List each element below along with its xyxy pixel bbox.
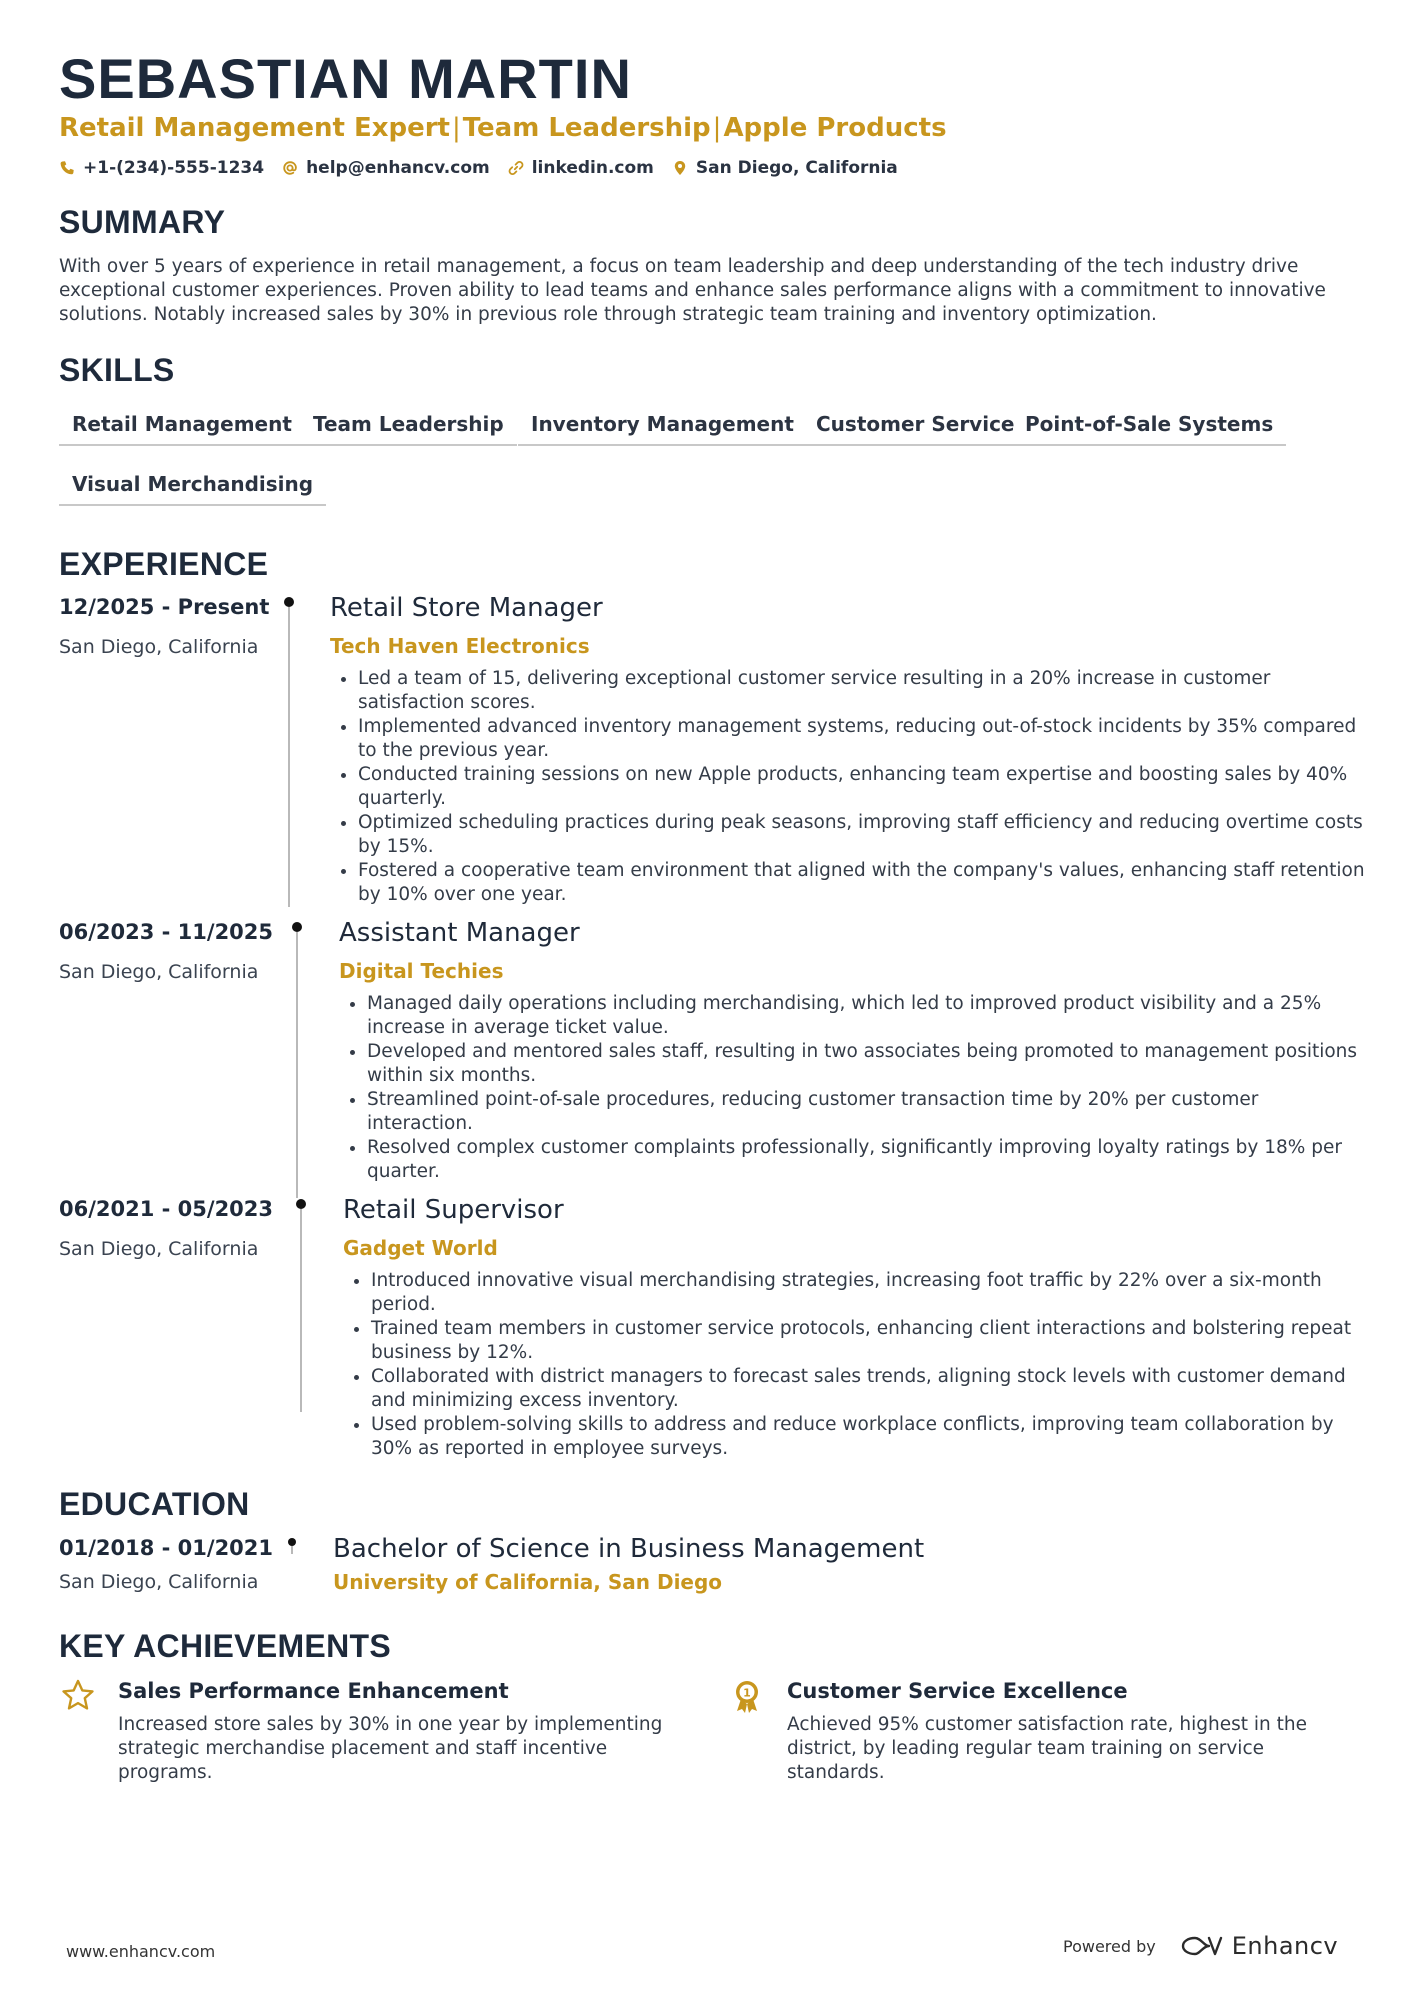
bullet-item: • Conducted training sessions on new Apple products, enhancing team expertise and boosting sales by 40% quarterly. [358, 763, 1368, 811]
timeline-line [296, 932, 298, 1198]
achievement-description: Achieved 95% customer satisfaction rate, highest in the district, by leading regular team training on service standards. [787, 1714, 1307, 1783]
bullet-item: • Implemented advanced inventory management systems, reducing out-of-stock incidents by 35% compared to the previous year. [358, 715, 1368, 763]
achievement-title: Sales Performance Enhancement [118, 1679, 509, 1703]
contact-bar [59, 158, 898, 178]
achievement-bullets [339, 992, 1367, 1184]
footer-website-link[interactable]: www.enhancv.com [66, 1942, 216, 1961]
contact-linkedin[interactable] [508, 158, 654, 178]
enhancv-logo-icon [1180, 1933, 1224, 1959]
skill-tag: Team Leadership [300, 404, 517, 446]
job-title: Retail Supervisor [343, 1195, 564, 1225]
timeline-dot [292, 922, 302, 932]
footer-branding [1063, 1932, 1338, 1960]
contact-phone[interactable] [59, 158, 264, 178]
bullet-item: • Fostered a cooperative team environment that aligned with the company's values, enhancing staff retention by 10% over one year. [358, 859, 1368, 907]
skills-heading: SKILLS [59, 352, 175, 388]
experience-heading: EXPERIENCE [59, 546, 269, 582]
experience-dates: 06/2021 - 05/2023 [59, 1197, 274, 1221]
company-name: Digital Techies [339, 959, 504, 983]
bullet-item: • Introduced innovative visual merchandising strategies, increasing foot traffic by 22% over a six-month period. [371, 1269, 1371, 1317]
location-pin-icon [672, 160, 688, 176]
education-dates: 01/2018 - 01/2021 [59, 1536, 274, 1560]
key-achievements-heading: KEY ACHIEVEMENTS [59, 1628, 391, 1664]
experience-dates: 06/2023 - 11/2025 [59, 920, 274, 944]
achievement-title: Customer Service Excellence [787, 1679, 1128, 1703]
headline [59, 110, 947, 146]
experience-location: San Diego, California [59, 961, 259, 983]
summary-text: With over 5 years of experience in retail management, a focus on team leadership and deep understanding of the tech industry drive exceptional customer experiences. Proven ability to lead teams and enhance sales performance aligns with a commitment to innovative solutions. Notably increased sales by 30% in previous role through strategic team training and inventory optimization. [59, 256, 1326, 325]
headline-separator: | [712, 113, 722, 143]
experience-dates: 12/2025 - Present [59, 595, 270, 619]
company-name: Tech Haven Electronics [330, 634, 590, 658]
company-name: Gadget World [343, 1236, 498, 1260]
bullet-item: • Used problem-solving skills to address and reduce workplace conflicts, improving team collaboration by 30% as reported in employee surveys. [371, 1413, 1371, 1461]
headline-part: Team Leadership [462, 113, 711, 143]
timeline-line [300, 1209, 302, 1412]
brand-logo[interactable] [1180, 1932, 1338, 1960]
school-name: University of California, San Diego [333, 1570, 723, 1594]
phone-icon [59, 160, 75, 176]
bullet-item: • Developed and mentored sales staff, resulting in two associates being promoted to management positions within six months. [367, 1040, 1367, 1088]
experience-location: San Diego, California [59, 636, 259, 658]
skill-tag: Retail Management [59, 404, 305, 446]
candidate-name: SEBASTIAN MARTIN [59, 47, 632, 110]
headline-part: Apple Products [723, 113, 947, 143]
achievement-bullets [343, 1269, 1371, 1461]
award-ribbon-icon [728, 1677, 766, 1715]
timeline-dot [296, 1199, 306, 1209]
bullet-item: • Optimized scheduling practices during peak seasons, improving staff efficiency and reducing overtime costs by 15%. [358, 811, 1368, 859]
at-sign-icon [282, 160, 298, 176]
contact-location [672, 158, 898, 178]
headline-separator: | [451, 113, 461, 143]
job-title: Retail Store Manager [330, 593, 603, 623]
summary-heading: SUMMARY [59, 204, 226, 240]
bullet-item: • Trained team members in customer service protocols, enhancing client interactions and bolstering repeat business by 12%. [371, 1317, 1371, 1365]
star-icon [59, 1677, 97, 1715]
email-text: help@enhancv.com [306, 158, 490, 178]
achievement-description: Increased store sales by 30% in one year by implementing strategic merchandise placement and staff incentive programs. [118, 1714, 663, 1783]
contact-email[interactable] [282, 158, 490, 178]
linkedin-text: linkedin.com [531, 158, 654, 178]
job-title: Assistant Manager [339, 918, 580, 948]
achievement-bullets [330, 667, 1368, 907]
bullet-item: • Managed daily operations including merchandising, which led to improved product visibility and a 25% increase in average ticket value. [367, 992, 1367, 1040]
location-text: San Diego, California [695, 158, 898, 178]
phone-text: +1-(234)-555-1234 [83, 158, 265, 178]
skill-tag: Customer Service [803, 404, 1028, 446]
timeline-line [291, 1546, 293, 1554]
bullet-item: • Streamlined point-of-sale procedures, reducing customer transaction time by 20% per customer interaction. [367, 1088, 1367, 1136]
link-icon [508, 160, 524, 176]
degree-title: Bachelor of Science in Business Management [333, 1534, 925, 1564]
skill-tag: Point-of-Sale Systems [1012, 404, 1286, 446]
timeline-line [288, 607, 290, 907]
bullet-item: • Resolved complex customer complaints professionally, significantly improving loyalty ratings by 18% per quarter. [367, 1136, 1367, 1184]
bullet-item: • Collaborated with district managers to forecast sales trends, aligning stock levels with customer demand and minimizing excess inventory. [371, 1365, 1371, 1413]
timeline-dot [288, 1538, 296, 1546]
skill-tag: Visual Merchandising [59, 464, 326, 506]
education-heading: EDUCATION [59, 1486, 250, 1522]
powered-by-label: Powered by [1063, 1936, 1156, 1956]
svg-text:1: 1 [743, 1686, 751, 1700]
experience-location: San Diego, California [59, 1238, 259, 1260]
bullet-item: • Led a team of 15, delivering exceptional customer service resulting in a 20% increase in customer satisfaction scores. [358, 667, 1368, 715]
timeline-dot [284, 597, 294, 607]
headline-part: Retail Management Expert [59, 113, 450, 143]
skill-tag: Inventory Management [518, 404, 807, 446]
brand-name: Enhancv [1231, 1932, 1339, 1960]
education-location: San Diego, California [59, 1571, 259, 1593]
